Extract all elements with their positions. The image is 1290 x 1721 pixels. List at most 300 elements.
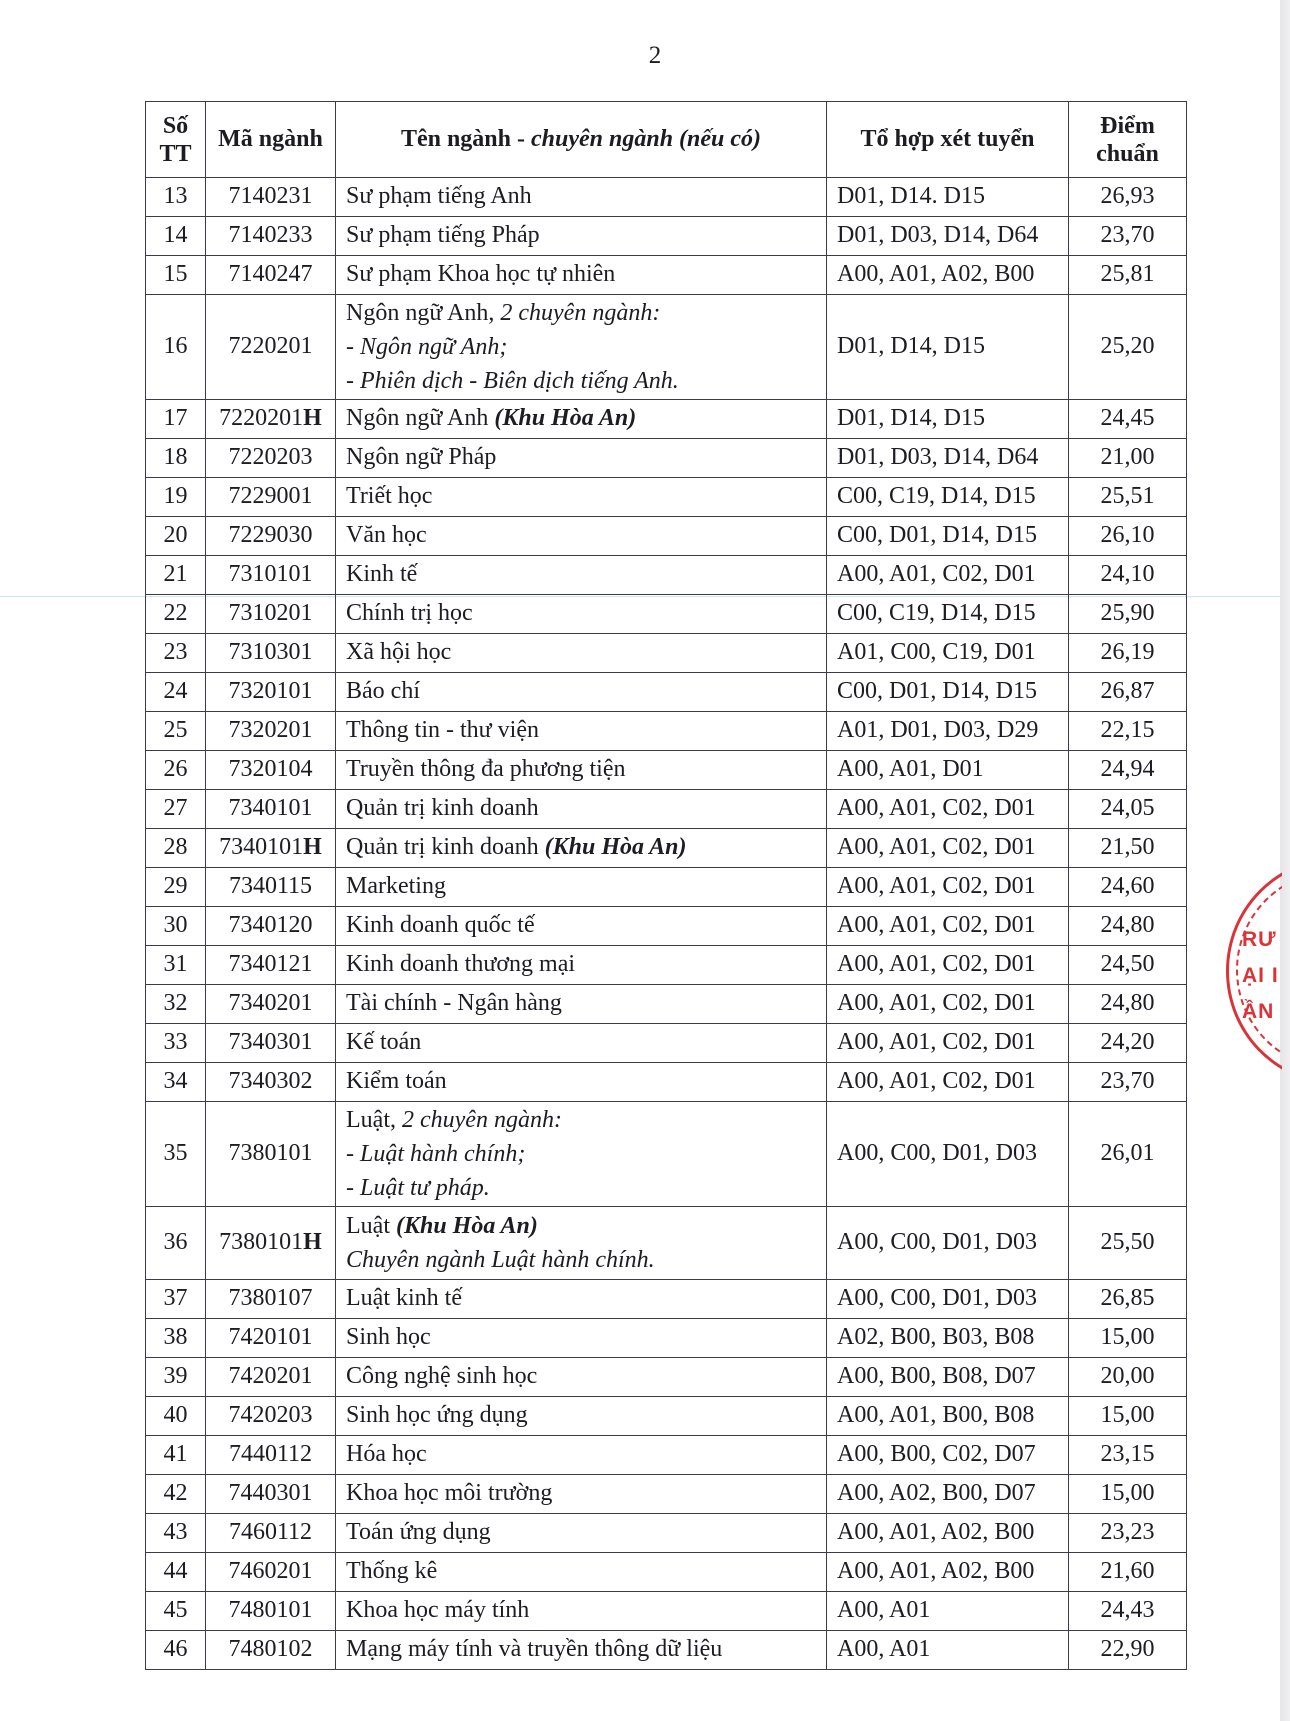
cell-stt: 22 (146, 595, 206, 634)
cell-code: 7460201 (206, 1553, 336, 1592)
cell-score: 24,43 (1069, 1592, 1187, 1631)
table-row (146, 1207, 1187, 1280)
cell-score: 24,80 (1069, 985, 1187, 1024)
cell-code: 7480102 (206, 1631, 336, 1670)
table-row (146, 178, 1187, 217)
name-text: Ngôn ngữ Anh (346, 405, 495, 432)
cell-combo: C00, C19, D14, D15 (827, 478, 1069, 517)
cell-code: 7229001 (206, 478, 336, 517)
cell-score: 26,85 (1069, 1280, 1187, 1319)
cell-code: 7340101 (206, 790, 336, 829)
name-first-line (346, 951, 575, 977)
cell-code: 7320201 (206, 712, 336, 751)
table-row (146, 1280, 1187, 1319)
cell-combo: A00, A01, D01 (827, 751, 1069, 790)
cell-combo: A00, A01, C02, D01 (827, 556, 1069, 595)
cell-combo: A00, A01, C02, D01 (827, 985, 1069, 1024)
name-first-line (346, 483, 432, 509)
official-red-stamp (1226, 858, 1282, 1088)
table-row (146, 985, 1187, 1024)
cell-combo: A00, C00, D01, D03 (827, 1280, 1069, 1319)
name-text: Ngôn ngữ Anh, (346, 300, 501, 326)
cell-stt: 36 (146, 1207, 206, 1280)
cell-score: 20,00 (1069, 1358, 1187, 1397)
code-base: 7380101 (219, 1229, 304, 1256)
table-row (146, 1514, 1187, 1553)
name-text: Kế toán (346, 1029, 422, 1056)
name-text: Quản trị kinh doanh (346, 834, 545, 861)
cell-name (336, 673, 827, 712)
cell-code (206, 1207, 336, 1280)
cell-stt: 26 (146, 751, 206, 790)
cell-name (336, 1436, 827, 1475)
name-sub-line: - Phiên dịch - Biên dịch tiếng Anh. (346, 368, 679, 394)
cell-score: 15,00 (1069, 1319, 1187, 1358)
cell-stt: 20 (146, 517, 206, 556)
cell-stt: 44 (146, 1553, 206, 1592)
cell-code: 7420201 (206, 1358, 336, 1397)
name-first-line (346, 1441, 427, 1467)
name-text: Sinh học ứng dụng (346, 1402, 528, 1429)
table-row (146, 478, 1187, 517)
cell-score: 26,10 (1069, 517, 1187, 556)
cell-code: 7340201 (206, 985, 336, 1024)
name-first-line (346, 183, 532, 209)
name-text: Kinh doanh quốc tế (346, 912, 535, 939)
header-combo: Tổ hợp xét tuyển (827, 102, 1069, 178)
name-first-line (346, 1103, 826, 1137)
table-row (146, 217, 1187, 256)
cell-name (336, 178, 827, 217)
cell-name (336, 1024, 827, 1063)
name-first-line (346, 444, 496, 470)
code-base: 7340101 (219, 834, 304, 861)
cell-stt: 16 (146, 295, 206, 400)
name-text: Chính trị học (346, 600, 473, 627)
table-row (146, 400, 1187, 439)
name-text: Khoa học môi trường (346, 1480, 553, 1507)
cell-stt: 32 (146, 985, 206, 1024)
cell-score: 25,20 (1069, 295, 1187, 400)
table-row (146, 295, 1187, 400)
cell-stt: 39 (146, 1358, 206, 1397)
name-first-line (346, 1480, 552, 1506)
cell-name (336, 1102, 827, 1207)
cell-code: 7340115 (206, 868, 336, 907)
name-first-line (346, 834, 686, 860)
cell-combo: A02, B00, B03, B08 (827, 1319, 1069, 1358)
name-campus: (Khu Hòa An) (395, 1213, 538, 1239)
table-row (146, 712, 1187, 751)
cell-stt: 24 (146, 673, 206, 712)
cell-combo: A00, A01, C02, D01 (827, 907, 1069, 946)
cell-name (336, 1397, 827, 1436)
table-row (146, 946, 1187, 985)
header-name-italic: chuyên ngành (nếu có) (531, 125, 762, 152)
stamp-text-line3: ẦN (1242, 1000, 1275, 1023)
cell-score: 24,50 (1069, 946, 1187, 985)
table-row (146, 868, 1187, 907)
name-text: Sư phạm tiếng Pháp (346, 222, 540, 249)
cell-code: 7340120 (206, 907, 336, 946)
cell-score: 25,51 (1069, 478, 1187, 517)
name-first-line (346, 1558, 437, 1584)
code-suffix: H (303, 405, 322, 432)
cell-code: 7380101 (206, 1102, 336, 1207)
cell-name (336, 712, 827, 751)
name-first-line (346, 561, 417, 587)
name-text: Khoa học máy tính (346, 1597, 530, 1624)
cell-score: 25,90 (1069, 595, 1187, 634)
header-name-plain: Tên ngành - (400, 125, 531, 152)
name-italic: 2 chuyên ngành: (500, 300, 661, 326)
cell-score: 21,00 (1069, 439, 1187, 478)
name-first-line (346, 717, 539, 743)
cell-code: 7220201 (206, 295, 336, 400)
name-campus: (Khu Hòa An) (544, 834, 687, 861)
cell-stt: 41 (146, 1436, 206, 1475)
table-row (146, 1436, 1187, 1475)
cell-score: 22,90 (1069, 1631, 1187, 1670)
cell-score: 24,10 (1069, 556, 1187, 595)
name-first-line (346, 222, 540, 248)
cell-name (336, 946, 827, 985)
name-text: Truyền thông đa phương tiện (346, 756, 626, 783)
table-row (146, 556, 1187, 595)
cell-code: 7340121 (206, 946, 336, 985)
name-first-line (346, 795, 539, 821)
cell-score: 21,50 (1069, 829, 1187, 868)
cell-combo: A00, A01, C02, D01 (827, 1024, 1069, 1063)
cell-name (336, 256, 827, 295)
cell-name (336, 1631, 827, 1670)
header-score-line2: chuẩn (1096, 140, 1159, 167)
cell-code: 7140231 (206, 178, 336, 217)
cell-score: 26,19 (1069, 634, 1187, 673)
cell-code (206, 829, 336, 868)
cell-combo: A00, A01, C02, D01 (827, 829, 1069, 868)
cell-stt: 38 (146, 1319, 206, 1358)
name-first-line (346, 1324, 431, 1350)
name-text: Văn học (346, 522, 427, 549)
table-row (146, 907, 1187, 946)
cell-code: 7310201 (206, 595, 336, 634)
cell-name (336, 1319, 827, 1358)
cell-combo: D01, D14. D15 (827, 178, 1069, 217)
name-text: Luật kinh tế (346, 1285, 462, 1312)
cell-stt: 19 (146, 478, 206, 517)
cell-code: 7310301 (206, 634, 336, 673)
table-header-row (146, 102, 1187, 178)
header-score (1069, 102, 1187, 178)
code-base: 7220201 (219, 405, 304, 432)
name-first-line (346, 1068, 447, 1094)
cell-code: 7460112 (206, 1514, 336, 1553)
cell-stt: 18 (146, 439, 206, 478)
name-first-line (346, 1029, 421, 1055)
cell-name (336, 751, 827, 790)
cell-stt: 21 (146, 556, 206, 595)
cell-stt: 17 (146, 400, 206, 439)
cell-code: 7420101 (206, 1319, 336, 1358)
name-text: Quản trị kinh doanh (346, 795, 539, 822)
cell-stt: 40 (146, 1397, 206, 1436)
table-row (146, 1024, 1187, 1063)
name-sub-line: - Luật tư pháp. (346, 1175, 490, 1201)
cell-combo: A00, B00, B08, D07 (827, 1358, 1069, 1397)
header-stt (146, 102, 206, 178)
table-row (146, 439, 1187, 478)
cell-stt: 35 (146, 1102, 206, 1207)
cell-stt: 31 (146, 946, 206, 985)
cell-score: 25,50 (1069, 1207, 1187, 1280)
table-row (146, 517, 1187, 556)
name-first-line (346, 1285, 462, 1311)
name-first-line (346, 1209, 826, 1243)
table-row (146, 1063, 1187, 1102)
table-row (146, 595, 1187, 634)
cell-code: 7320104 (206, 751, 336, 790)
cell-name (336, 595, 827, 634)
cell-score: 23,70 (1069, 1063, 1187, 1102)
cell-stt: 13 (146, 178, 206, 217)
table-row (146, 1475, 1187, 1514)
cell-name (336, 217, 827, 256)
table-row (146, 634, 1187, 673)
cell-score: 23,15 (1069, 1436, 1187, 1475)
cell-name (336, 556, 827, 595)
table-row (146, 673, 1187, 712)
cell-code (206, 400, 336, 439)
name-first-line (346, 405, 636, 431)
cell-combo: A00, A01 (827, 1631, 1069, 1670)
cell-score: 22,15 (1069, 712, 1187, 751)
name-text: Công nghệ sinh học (346, 1363, 538, 1390)
table-row (146, 1102, 1187, 1207)
cell-code: 7420203 (206, 1397, 336, 1436)
cell-combo: A01, C00, C19, D01 (827, 634, 1069, 673)
cell-code: 7229030 (206, 517, 336, 556)
name-text: Marketing (346, 873, 446, 900)
cell-stt: 29 (146, 868, 206, 907)
cell-combo: A00, A01, A02, B00 (827, 1553, 1069, 1592)
name-text: Hóa học (346, 1441, 427, 1468)
cell-stt: 45 (146, 1592, 206, 1631)
table-row (146, 1592, 1187, 1631)
cell-combo: C00, C19, D14, D15 (827, 595, 1069, 634)
cell-code: 7440301 (206, 1475, 336, 1514)
cell-combo: A00, A02, B00, D07 (827, 1475, 1069, 1514)
header-score-line1: Điểm (1100, 112, 1155, 139)
cell-name (336, 1358, 827, 1397)
name-first-line (346, 296, 826, 330)
name-text: Sinh học (346, 1324, 431, 1351)
cell-stt: 46 (146, 1631, 206, 1670)
table-body (146, 178, 1187, 1670)
cell-name (336, 478, 827, 517)
cell-score: 23,23 (1069, 1514, 1187, 1553)
table-row (146, 1358, 1187, 1397)
name-text: Toán ứng dụng (346, 1519, 491, 1546)
cell-name (336, 985, 827, 1024)
table-row (146, 1553, 1187, 1592)
code-suffix: H (303, 1229, 322, 1256)
cell-name (336, 439, 827, 478)
cell-name (336, 1207, 827, 1280)
name-first-line (346, 1363, 537, 1389)
cell-stt: 23 (146, 634, 206, 673)
header-code: Mã ngành (206, 102, 336, 178)
cell-score: 24,94 (1069, 751, 1187, 790)
name-first-line (346, 522, 427, 548)
table-row (146, 1397, 1187, 1436)
stamp-text-line2: ẠI I (1242, 964, 1279, 987)
name-text: Kiểm toán (346, 1068, 447, 1095)
cell-name (336, 790, 827, 829)
cell-combo: D01, D14, D15 (827, 295, 1069, 400)
table-row (146, 1631, 1187, 1670)
cell-combo: A00, A01, C02, D01 (827, 946, 1069, 985)
name-first-line (346, 1597, 529, 1623)
cell-code: 7440112 (206, 1436, 336, 1475)
name-first-line (346, 261, 615, 287)
cell-stt: 28 (146, 829, 206, 868)
cell-score: 24,60 (1069, 868, 1187, 907)
table-row (146, 790, 1187, 829)
cell-code: 7220203 (206, 439, 336, 478)
cell-combo: A00, A01, B00, B08 (827, 1397, 1069, 1436)
name-italic: 2 chuyên ngành: (401, 1107, 562, 1133)
cell-name (336, 1063, 827, 1102)
cell-code: 7480101 (206, 1592, 336, 1631)
name-text: Báo chí (346, 678, 420, 705)
name-text: Sư phạm tiếng Anh (346, 183, 532, 210)
name-first-line (346, 912, 535, 938)
cell-name (336, 1553, 827, 1592)
cell-score: 26,93 (1069, 178, 1187, 217)
cell-code: 7320101 (206, 673, 336, 712)
cell-combo: A01, D01, D03, D29 (827, 712, 1069, 751)
cell-score: 24,45 (1069, 400, 1187, 439)
name-first-line (346, 990, 562, 1016)
cell-combo: A00, A01, C02, D01 (827, 1063, 1069, 1102)
header-stt-line2: TT (159, 140, 192, 167)
cell-combo: C00, D01, D14, D15 (827, 673, 1069, 712)
cell-combo: C00, D01, D14, D15 (827, 517, 1069, 556)
cell-stt: 14 (146, 217, 206, 256)
name-text: Kinh doanh thương mại (346, 951, 576, 978)
cell-combo: D01, D03, D14, D64 (827, 439, 1069, 478)
cell-combo: A00, B00, C02, D07 (827, 1436, 1069, 1475)
cell-name (336, 295, 827, 400)
cell-code: 7140247 (206, 256, 336, 295)
cell-name (336, 1280, 827, 1319)
name-text: Triết học (346, 483, 433, 510)
name-text: Luật, (346, 1107, 402, 1133)
code-suffix: H (303, 834, 322, 861)
cell-combo: A00, A01 (827, 1592, 1069, 1631)
name-text: Thống kê (346, 1558, 438, 1585)
cell-stt: 15 (146, 256, 206, 295)
name-first-line (346, 1636, 722, 1662)
cell-stt: 34 (146, 1063, 206, 1102)
cell-combo: A00, A01, C02, D01 (827, 790, 1069, 829)
cell-stt: 25 (146, 712, 206, 751)
cell-name (336, 517, 827, 556)
name-text: Mạng máy tính và truyền thông dữ liệu (346, 1636, 723, 1663)
name-sub-line: - Ngôn ngữ Anh; (346, 334, 508, 360)
cell-name (336, 907, 827, 946)
cell-score: 24,80 (1069, 907, 1187, 946)
cell-code: 7340301 (206, 1024, 336, 1063)
name-first-line (346, 678, 420, 704)
name-first-line (346, 1519, 491, 1545)
cell-code: 7140233 (206, 217, 336, 256)
cell-score: 24,20 (1069, 1024, 1187, 1063)
name-first-line (346, 639, 451, 665)
cell-score: 15,00 (1069, 1475, 1187, 1514)
cell-stt: 42 (146, 1475, 206, 1514)
header-name (336, 102, 827, 178)
cell-score: 21,60 (1069, 1553, 1187, 1592)
cell-code: 7380107 (206, 1280, 336, 1319)
cell-stt: 33 (146, 1024, 206, 1063)
name-sub-line: Chuyên ngành Luật hành chính. (346, 1247, 655, 1273)
cell-score: 23,70 (1069, 217, 1187, 256)
cell-combo: A00, C00, D01, D03 (827, 1102, 1069, 1207)
name-text: Thông tin - thư viện (346, 717, 539, 744)
cell-code: 7340302 (206, 1063, 336, 1102)
cell-score: 25,81 (1069, 256, 1187, 295)
name-text: Tài chính - Ngân hàng (346, 990, 562, 1017)
cell-combo: A00, A01, A02, B00 (827, 256, 1069, 295)
name-text: Kinh tế (346, 561, 418, 588)
cell-combo: A00, A01, C02, D01 (827, 868, 1069, 907)
cell-stt: 27 (146, 790, 206, 829)
cell-stt: 30 (146, 907, 206, 946)
table-row (146, 751, 1187, 790)
cell-score: 26,01 (1069, 1102, 1187, 1207)
cell-name (336, 400, 827, 439)
table-row (146, 1319, 1187, 1358)
cell-name (336, 868, 827, 907)
cell-combo: D01, D03, D14, D64 (827, 217, 1069, 256)
cell-score: 26,87 (1069, 673, 1187, 712)
cell-combo: D01, D14, D15 (827, 400, 1069, 439)
name-text: Xã hội học (346, 639, 452, 666)
cell-score: 15,00 (1069, 1397, 1187, 1436)
page-number: 2 (648, 42, 662, 69)
cell-stt: 43 (146, 1514, 206, 1553)
cell-name (336, 1514, 827, 1553)
cell-combo: A00, C00, D01, D03 (827, 1207, 1069, 1280)
cell-name (336, 829, 827, 868)
name-sub-line: - Luật hành chính; (346, 1141, 526, 1167)
cell-stt: 37 (146, 1280, 206, 1319)
name-text: Luật (346, 1213, 396, 1239)
header-stt-line1: Số (162, 112, 189, 139)
name-first-line (346, 873, 446, 899)
table-row (146, 829, 1187, 868)
stamp-text-line1: RƯ (1242, 928, 1277, 951)
cell-name (336, 1592, 827, 1631)
cell-code: 7310101 (206, 556, 336, 595)
cell-name (336, 634, 827, 673)
name-campus: (Khu Hòa An) (494, 405, 637, 432)
name-first-line (346, 756, 625, 782)
table-row (146, 256, 1187, 295)
cell-combo: A00, A01, A02, B00 (827, 1514, 1069, 1553)
